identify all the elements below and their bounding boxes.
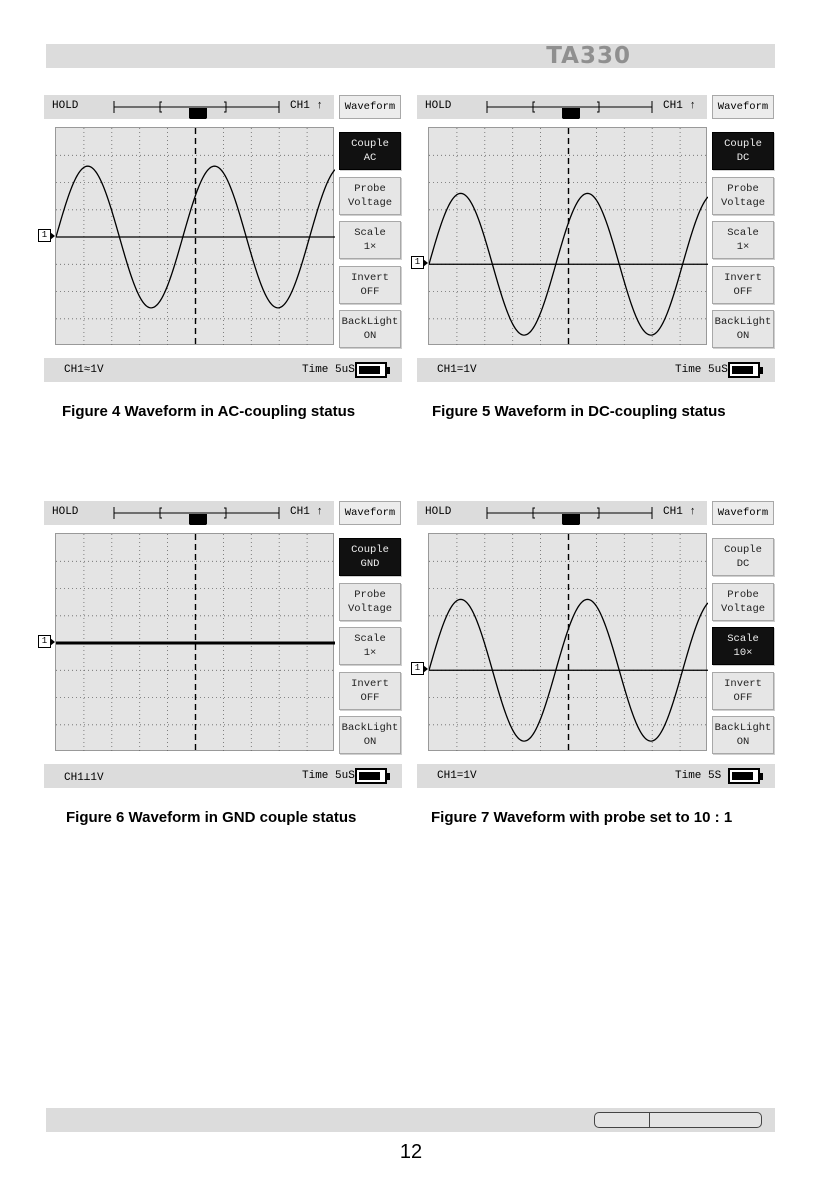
backlight-button-value: ON xyxy=(736,330,750,343)
backlight-button[interactable] xyxy=(712,310,774,348)
scope-screen xyxy=(55,127,334,345)
scale-button-title: Scale xyxy=(727,633,759,646)
invert-button[interactable] xyxy=(339,266,401,304)
battery-icon xyxy=(355,362,387,378)
page-number: 12 xyxy=(399,1141,423,1163)
trigger-position-icon xyxy=(189,108,207,119)
scale-button-value: 1× xyxy=(736,241,750,254)
invert-button[interactable] xyxy=(339,672,401,710)
waveform-plot xyxy=(56,534,335,752)
backlight-button[interactable] xyxy=(712,716,774,754)
scale-button-title: Scale xyxy=(354,633,386,646)
footer-tab-shape xyxy=(594,1112,762,1128)
probe-button-title: Probe xyxy=(354,588,386,601)
couple-button[interactable] xyxy=(339,538,401,576)
channel-1-marker xyxy=(38,635,51,648)
backlight-button-title: BackLight xyxy=(341,316,399,329)
figure-4-caption: Figure 4 Waveform in AC-coupling status xyxy=(62,403,356,420)
scope-top-bar xyxy=(417,501,707,525)
channel-marker-label: 1 xyxy=(41,636,48,646)
oscilloscope-figure-7 xyxy=(414,501,775,793)
figure-5-caption: Figure 5 Waveform in DC-coupling status xyxy=(432,403,726,420)
trigger-position-icon xyxy=(562,108,580,119)
memory-position-bar xyxy=(417,501,707,525)
backlight-button-title: BackLight xyxy=(714,722,772,735)
scale-button-title: Scale xyxy=(727,227,759,240)
hold-label: HOLD xyxy=(52,100,79,112)
couple-button-value: GND xyxy=(360,558,380,570)
waveform-menu-button[interactable] xyxy=(712,501,774,525)
invert-button-value: OFF xyxy=(733,285,753,298)
backlight-button-value: ON xyxy=(736,736,750,749)
channel-marker-label: 1 xyxy=(414,663,421,674)
backlight-button[interactable] xyxy=(339,716,401,754)
waveform-plot xyxy=(56,128,335,346)
waveform-menu-label: Waveform xyxy=(344,507,396,519)
probe-button[interactable] xyxy=(712,177,774,215)
waveform-plot xyxy=(429,128,708,346)
channel-1-marker xyxy=(411,256,424,269)
probe-button-value: Voltage xyxy=(347,196,393,209)
backlight-button-value: ON xyxy=(363,736,377,749)
invert-button[interactable] xyxy=(712,266,774,304)
couple-button-title: Couple xyxy=(351,544,389,556)
trigger-channel-label: CH1 ↑ xyxy=(290,506,324,518)
invert-button-title: Invert xyxy=(351,271,389,284)
couple-button-title: Couple xyxy=(724,138,762,150)
scope-top-bar xyxy=(44,95,334,119)
probe-button-title: Probe xyxy=(727,588,759,601)
time-base: Time 5uS xyxy=(302,770,355,782)
trigger-channel-label: CH1 ↑ xyxy=(663,100,697,112)
scope-status-bar xyxy=(44,764,402,788)
waveform-menu-button[interactable] xyxy=(339,501,401,525)
couple-button-value: DC xyxy=(736,152,750,164)
figure-6-caption: Figure 6 Waveform in GND couple status xyxy=(66,809,357,826)
backlight-button-title: BackLight xyxy=(341,722,399,735)
channel-1-marker xyxy=(38,229,51,242)
scope-screen xyxy=(428,533,707,751)
probe-button[interactable] xyxy=(339,177,401,215)
channel-volts-div: CH1⊥1V xyxy=(64,772,104,784)
waveform-menu-button[interactable] xyxy=(339,95,401,119)
trigger-channel-label: CH1 ↑ xyxy=(663,506,697,518)
couple-button-value: AC xyxy=(363,152,377,164)
probe-button-title: Probe xyxy=(727,182,759,195)
scale-button[interactable] xyxy=(712,221,774,259)
time-base: Time 5uS xyxy=(675,364,728,376)
probe-button[interactable] xyxy=(712,583,774,621)
time-base: Time 5S xyxy=(675,770,722,782)
invert-button-title: Invert xyxy=(724,271,762,284)
memory-position-bar xyxy=(417,95,707,119)
waveform-menu-label: Waveform xyxy=(717,101,769,113)
scope-screen xyxy=(428,127,707,345)
invert-button-value: OFF xyxy=(733,691,753,704)
channel-marker-label: 1 xyxy=(41,230,48,240)
backlight-button-value: ON xyxy=(363,330,377,343)
scope-status-bar xyxy=(44,358,402,382)
oscilloscope-figure-6 xyxy=(41,501,402,793)
invert-button-value: OFF xyxy=(360,285,380,298)
waveform-menu-button[interactable] xyxy=(712,95,774,119)
couple-button-title: Couple xyxy=(724,544,762,556)
hold-label: HOLD xyxy=(425,100,452,112)
channel-1-marker xyxy=(411,662,424,675)
couple-button[interactable] xyxy=(339,132,401,170)
marker-arrow-icon xyxy=(423,665,428,673)
scale-button-value: 1× xyxy=(363,647,377,660)
invert-button-value: OFF xyxy=(360,691,380,704)
scale-button[interactable] xyxy=(339,627,401,665)
channel-volts-div: CH1=1V xyxy=(437,770,477,782)
figure-7-caption: Figure 7 Waveform with probe set to 10 : 1 xyxy=(431,809,733,826)
backlight-button[interactable] xyxy=(339,310,401,348)
brand-title: TA330 xyxy=(546,43,631,69)
scale-button[interactable] xyxy=(339,221,401,259)
waveform-menu-label: Waveform xyxy=(344,101,396,113)
invert-button-title: Invert xyxy=(351,677,389,690)
probe-button-value: Voltage xyxy=(347,602,393,615)
scale-button[interactable] xyxy=(712,627,774,665)
oscilloscope-figure-5 xyxy=(414,95,775,387)
trigger-position-icon xyxy=(562,514,580,525)
channel-volts-div: CH1≈1V xyxy=(64,364,104,376)
couple-button[interactable] xyxy=(712,538,774,576)
trigger-channel-label: CH1 ↑ xyxy=(290,100,324,112)
scope-status-bar xyxy=(417,358,775,382)
scale-button-title: Scale xyxy=(354,227,386,240)
channel-volts-div: CH1=1V xyxy=(437,364,477,376)
trigger-position-icon xyxy=(189,514,207,525)
invert-button[interactable] xyxy=(712,672,774,710)
scope-status-bar xyxy=(417,764,775,788)
battery-icon xyxy=(355,768,387,784)
marker-arrow-icon xyxy=(50,232,55,240)
probe-button[interactable] xyxy=(339,583,401,621)
marker-arrow-icon xyxy=(50,638,55,646)
memory-position-bar xyxy=(44,95,334,119)
probe-button-value: Voltage xyxy=(720,602,766,615)
couple-button[interactable] xyxy=(712,132,774,170)
waveform-menu-label: Waveform xyxy=(717,507,769,519)
backlight-button-title: BackLight xyxy=(714,316,772,329)
probe-button-value: Voltage xyxy=(720,196,766,209)
oscilloscope-figure-4 xyxy=(41,95,402,387)
scale-button-value: 1× xyxy=(363,241,377,254)
scope-top-bar xyxy=(44,501,334,525)
hold-label: HOLD xyxy=(425,506,452,518)
scale-button-value: 10× xyxy=(733,647,753,660)
battery-icon xyxy=(728,768,760,784)
invert-button-title: Invert xyxy=(724,677,762,690)
hold-label: HOLD xyxy=(52,506,79,518)
couple-button-value: DC xyxy=(736,558,750,570)
header-bar xyxy=(46,44,775,68)
memory-position-bar xyxy=(44,501,334,525)
couple-button-title: Couple xyxy=(351,138,389,150)
battery-icon xyxy=(728,362,760,378)
channel-marker-label: 1 xyxy=(414,257,421,268)
footer-bar xyxy=(46,1108,775,1132)
time-base: Time 5uS xyxy=(302,364,355,376)
probe-button-title: Probe xyxy=(354,182,386,195)
waveform-plot xyxy=(429,534,708,752)
marker-arrow-icon xyxy=(423,259,428,267)
scope-top-bar xyxy=(417,95,707,119)
scope-screen xyxy=(55,533,334,751)
